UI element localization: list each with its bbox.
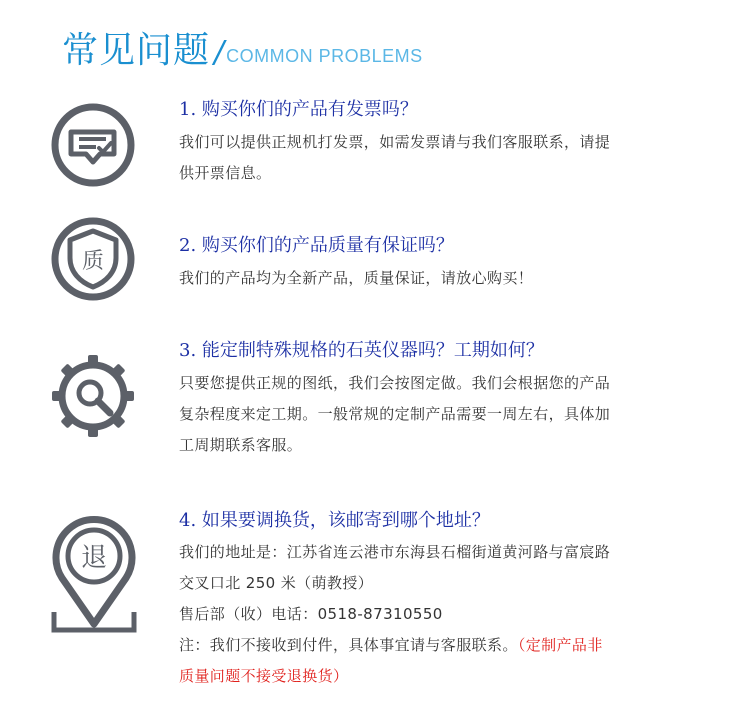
- quality-shield-icon: [50, 216, 136, 302]
- faq-answer-2: [179, 263, 719, 294]
- page-title-cn: 常见问题: [62, 30, 211, 71]
- faq-answer-4-line-2: 交叉口北 250 米（萌教授）: [179, 574, 374, 592]
- note-prefix: 注：我们不接收到付件，具体事宜请与客服联系。: [179, 636, 518, 654]
- return-pin-icon: [48, 512, 140, 634]
- faq-question-2: 2. 购买你们的产品质量有保证吗？: [179, 235, 454, 256]
- faq-answer-1-line-1: 我们可以提供正规机打发票，如需发票请与我们客服联系，请提: [179, 133, 611, 151]
- return-char: 退: [80, 543, 108, 573]
- faq-answer-3: [179, 368, 719, 461]
- faq-question-3: 3. 能定制特殊规格的石英仪器吗？工期如何？: [179, 340, 544, 361]
- faq-question-1: 1. 购买你们的产品有发票吗？: [179, 99, 418, 120]
- faq-answer-1: [179, 127, 719, 189]
- faq-answer-1-line-2: 供开票信息。: [179, 164, 272, 182]
- page-title-en: COMMON PROBLEMS: [226, 46, 423, 66]
- faq-answer-4-line-3: 售后部（收）电话：0518-87310550: [179, 605, 443, 623]
- faq-answer-4-note: [179, 630, 719, 661]
- faq-answer-3-line-3: 工周期联系客服。: [179, 436, 303, 454]
- title-separator: /: [214, 35, 225, 70]
- faq-answer-2-line-1: 我们的产品均为全新产品，质量保证，请放心购买！: [179, 269, 534, 287]
- note-warning-1: （定制产品非: [517, 636, 603, 654]
- faq-question-4: 4. 如果要调换货，该邮寄到哪个地址？: [179, 510, 490, 531]
- invoice-icon: [50, 102, 136, 188]
- faq-answer-4-line-1: 我们的地址是：江苏省连云港市东海县石榴街道黄河路与富宸路: [179, 543, 611, 561]
- page-title: [62, 22, 423, 71]
- faq-answer-3-line-1: 只要您提供正规的图纸，我们会按图定做。我们会根据您的产品: [179, 374, 611, 392]
- gear-search-icon: [50, 353, 136, 439]
- note-warning-2: 质量问题不接受退换货）: [179, 667, 349, 685]
- faq-answer-3-line-2: 复杂程度来定工期。一般常规的定制产品需要一周左右，具体加: [179, 405, 611, 423]
- faq-answer-4: [179, 537, 719, 692]
- quality-char: 质: [81, 249, 105, 274]
